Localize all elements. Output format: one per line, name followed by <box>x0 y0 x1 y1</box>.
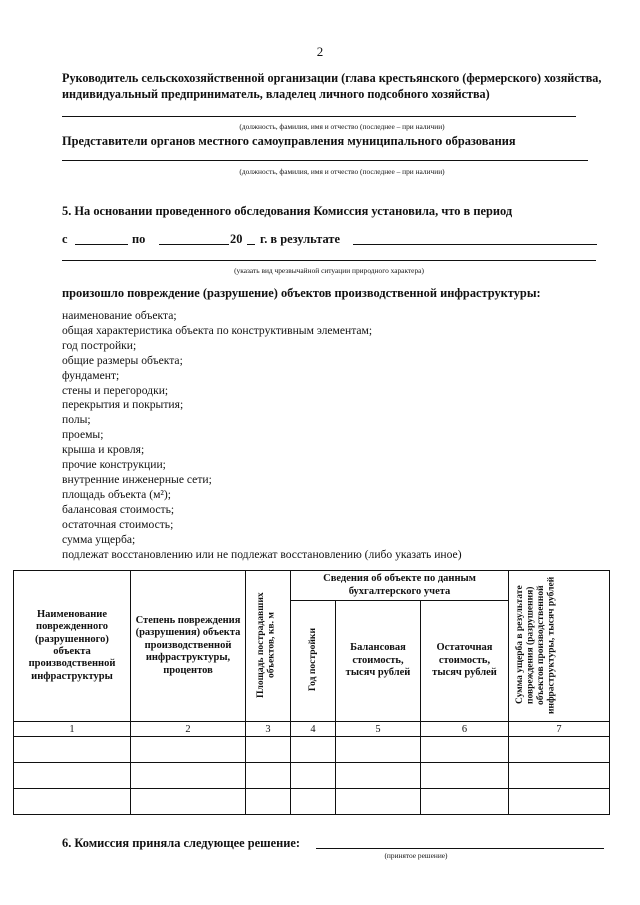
header-area: Площадь пострадавших объектов, кв. м <box>246 571 291 722</box>
table-row[interactable] <box>14 763 610 789</box>
table-cell[interactable] <box>246 789 291 815</box>
field-item: стены и перегородки; <box>62 383 169 397</box>
field-item: фундамент; <box>62 368 120 382</box>
table-cell[interactable] <box>246 737 291 763</box>
field-item: общая характеристика объекта по конструктивным элементам; <box>62 323 373 337</box>
column-number: 6 <box>421 722 509 737</box>
column-number: 7 <box>509 722 610 737</box>
table-cell[interactable] <box>131 789 246 815</box>
table-cell[interactable] <box>131 763 246 789</box>
caption-emergency: (указать вид чрезвычайной ситуации природного характера) <box>234 266 424 275</box>
head-label: Руководитель сельскохозяйственной организации (глава крестьянского (фермерского) хозяйства, индивидуальный предприниматель, владелец личного подсобного хозяйства) <box>62 71 602 101</box>
year-label: 20 <box>230 232 243 246</box>
field-item: сумма ущерба; <box>62 532 136 546</box>
table-cell[interactable] <box>421 789 509 815</box>
column-number: 1 <box>14 722 131 737</box>
table-cell[interactable] <box>291 737 336 763</box>
result-label: г. в результате <box>260 232 340 246</box>
to-label: по <box>132 232 146 246</box>
table-cell[interactable] <box>336 737 421 763</box>
field-item: балансовая стоимость; <box>62 502 175 516</box>
to-date-field[interactable] <box>159 244 229 245</box>
field-item: остаточная стоимость; <box>62 517 174 531</box>
column-number: 5 <box>336 722 421 737</box>
header-residual-value: Остаточная стоимость, тысяч рублей <box>421 601 509 722</box>
column-number: 3 <box>246 722 291 737</box>
section6-heading: 6. Комиссия приняла следующее решение: <box>62 836 301 850</box>
field-item: общие размеры объекта; <box>62 353 183 367</box>
table-row[interactable] <box>14 789 610 815</box>
table-cell[interactable] <box>14 737 131 763</box>
field-item: перекрытия и покрытия; <box>62 398 184 412</box>
column-number: 2 <box>131 722 246 737</box>
field-item: подлежат восстановлению или не подлежат восстановлению (либо указать иное) <box>62 547 462 561</box>
header-damage-degree: Степень повреждения (разрушения) объекта производственной инфраструктуры, процентов <box>131 571 246 722</box>
header-object-name: Наименование поврежденного (разрушенного) объекта производственной инфраструктуры <box>14 571 131 722</box>
result-field[interactable] <box>353 244 597 245</box>
table-row[interactable] <box>14 737 610 763</box>
section5-heading: 5. На основании проведенного обследования Комиссия установила, что в период <box>62 204 513 218</box>
table-cell[interactable] <box>421 737 509 763</box>
caption-decision: (принятое решение) <box>384 851 448 860</box>
table-row <box>14 722 610 737</box>
field-item: прочие конструкции; <box>62 458 166 472</box>
period-row <box>62 232 622 250</box>
from-label: с <box>62 232 68 246</box>
emergency-line <box>62 260 596 261</box>
caption-position-name-2: (должность, фамилия, имя и отчество (последнее – при наличии) <box>239 167 445 176</box>
year-field[interactable] <box>247 244 255 245</box>
decision-field[interactable] <box>316 848 604 849</box>
table-cell[interactable] <box>421 763 509 789</box>
table-cell[interactable] <box>336 789 421 815</box>
field-item: крыша и кровля; <box>62 443 145 457</box>
header-balance-value: Балансовая стоимость, тысяч рублей <box>336 601 421 722</box>
table-cell[interactable] <box>509 737 610 763</box>
column-number: 4 <box>291 722 336 737</box>
table-cell[interactable] <box>336 763 421 789</box>
table-cell[interactable] <box>14 763 131 789</box>
table-cell[interactable] <box>246 763 291 789</box>
field-item: год постройки; <box>62 338 137 352</box>
damage-heading: произошло повреждение (разрушение) объектов производственной инфраструктуры: <box>62 286 541 300</box>
table-cell[interactable] <box>509 763 610 789</box>
field-item: внутренние инженерные сети; <box>62 472 212 486</box>
table-cell[interactable] <box>131 737 246 763</box>
field-item: площадь объекта (м²); <box>62 487 171 501</box>
head-signature-line <box>62 116 576 117</box>
from-date-field[interactable] <box>75 244 128 245</box>
header-damage-sum: Сумма ущерба в результате повреждения (разрушения) объектов производственной инфраструктуры, тысяч рублей <box>509 571 610 722</box>
table-cell[interactable] <box>291 789 336 815</box>
representatives-label: Представители органов местного самоуправления муниципального образования <box>62 134 516 148</box>
table-cell[interactable] <box>509 789 610 815</box>
table-cell[interactable] <box>291 763 336 789</box>
field-item: полы; <box>62 413 91 427</box>
caption-position-name: (должность, фамилия, имя и отчество (последнее – при наличии) <box>239 122 445 131</box>
table-cell[interactable] <box>14 789 131 815</box>
header-accounting-group: Сведения об объекте по данным бухгалтерского учета <box>291 571 509 601</box>
representatives-signature-line <box>62 160 588 161</box>
field-item: проемы; <box>62 428 104 442</box>
damage-table <box>13 570 610 815</box>
header-year-built: Год постройки <box>291 601 336 722</box>
field-item: наименование объекта; <box>62 309 177 322</box>
fields-list <box>62 309 462 562</box>
page-number: 2 <box>316 44 324 59</box>
